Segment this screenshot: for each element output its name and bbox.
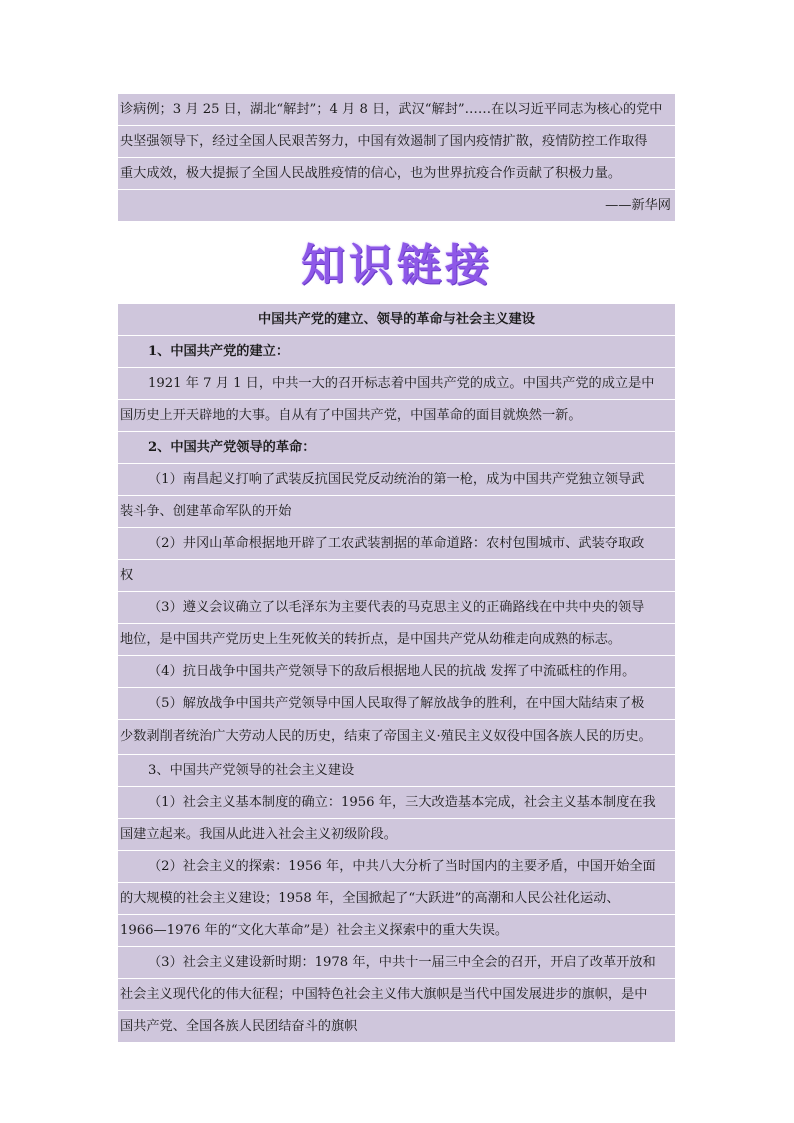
- part2-item-1-line-2: 装斗争、创建革命军队的开始: [118, 496, 675, 528]
- part2-item-3-line-1: （3）遵义会议确立了以毛泽东为主要代表的马克思主义的正确路线在中共中央的领导: [118, 592, 675, 624]
- part3-item-1-line-2: 国建立起来。我国从此进入社会主义初级阶段。: [118, 819, 675, 851]
- part2-item-2-line-2: 权: [118, 560, 675, 592]
- part3-item-2-line-1: （2）社会主义的探索：1956 年，中共八大分析了当时国内的主要矛盾，中国开始全面: [118, 851, 675, 883]
- news-excerpt-panel: [118, 94, 675, 222]
- part2-item-1-line-1: （1）南昌起义打响了武装反抗国民党反动统治的第一枪，成为中国共产党独立领导武: [118, 464, 675, 496]
- section-title: 知识链接: [301, 240, 493, 291]
- knowledge-heading: 中国共产党的建立、领导的革命与社会主义建设: [118, 304, 675, 336]
- part2-item-5-line-2: 少数剥削者统治广大劳动人民的历史，结束了帝国主义·殖民主义奴役中国各族人民的历史。: [118, 720, 675, 755]
- part3-item-3-line-3: 国共产党、全国各族人民团结奋斗的旗帜: [118, 1011, 675, 1043]
- part1-line-1: 1921 年 7 月 1 日，中共一大的召开标志着中国共产党的成立。中国共产党的成立是中: [118, 368, 675, 400]
- part3-item-1-line-1: （1）社会主义基本制度的确立：1956 年，三大改造基本完成，社会主义基本制度在我: [118, 787, 675, 819]
- intro-line-2: 央坚强领导下，经过全国人民艰苦努力，中国有效遏制了国内疫情扩散，疫情防控工作取得: [118, 126, 675, 158]
- part3-item-3-line-2: 社会主义现代化的伟大征程；中国特色社会主义伟大旗帜是当代中国发展进步的旗帜，是中: [118, 979, 675, 1011]
- part2-item-4-line-1: （4）抗日战争中国共产党领导下的敌后根据地人民的抗战 发挥了中流砥柱的作用。: [118, 656, 675, 688]
- part3-item-3-line-1: （3）社会主义建设新时期：1978 年，中共十一届三中全会的召开，开启了改革开放和: [118, 947, 675, 979]
- part3-item-2-line-2: 的大规模的社会主义建设；1958 年，全国掀起了“大跃进”的高潮和人民公社化运动、: [118, 883, 675, 915]
- intro-line-3: 重大成效，极大提振了全国人民战胜疫情的信心，也为世界抗疫合作贡献了积极力量。: [118, 158, 675, 190]
- intro-line-1: 诊病例；3 月 25 日，湖北“解封”；4 月 8 日，武汉“解封”……在以习近平同志为核心的党中: [118, 94, 675, 126]
- part2-item-3-line-2: 地位，是中国共产党历史上生死攸关的转折点，是中国共产党从幼稚走向成熟的标志。: [118, 624, 675, 656]
- part3-title: 3、中国共产党领导的社会主义建设: [118, 755, 675, 787]
- part3-item-2-line-3: 1966—1976 年的“文化大革命”是）社会主义探索中的重大失误。: [118, 915, 675, 947]
- part2-item-2-line-1: （2）井冈山革命根据地开辟了工农武装割据的革命道路：农村包围城市、武装夺取政: [118, 528, 675, 560]
- part2-title: 2、中国共产党领导的革命：: [118, 432, 675, 464]
- section-title-wrap: [0, 236, 794, 296]
- part1-title: 1、中国共产党的建立：: [118, 336, 675, 368]
- knowledge-panel: [118, 304, 675, 1043]
- part1-line-2: 国历史上开天辟地的大事。自从有了中国共产党，中国革命的面目就焕然一新。: [118, 400, 675, 432]
- source-credit: ——新华网: [118, 190, 675, 222]
- part2-item-5-line-1: （5）解放战争中国共产党领导中国人民取得了解放战争的胜利，在中国大陆结束了极: [118, 688, 675, 720]
